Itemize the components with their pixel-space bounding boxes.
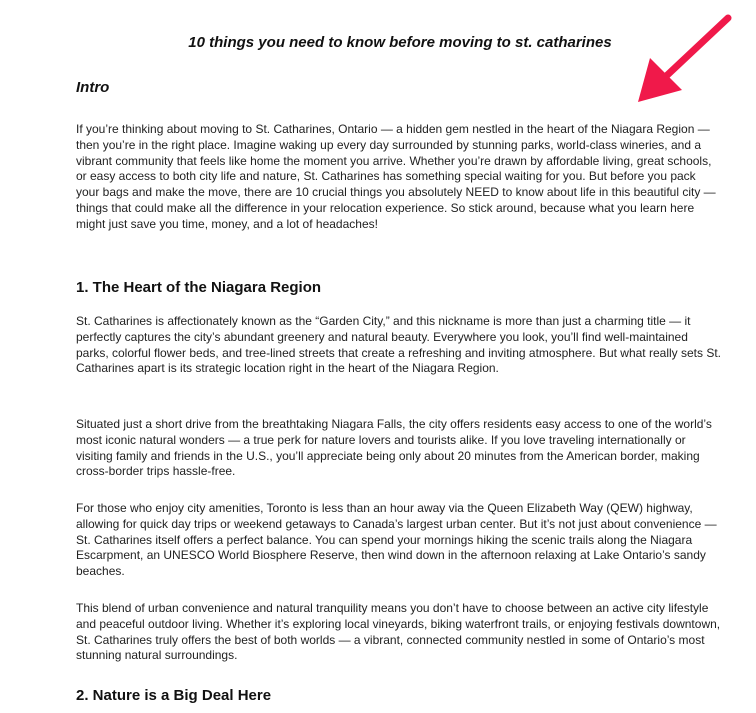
intro-paragraph: If you’re thinking about moving to St. Catharines, Ontario — a hidden gem nestled in the heart of the Niagara Region — then you’re in the right place. Imagine waking up every day surrounded by stunning parks, world-class wineries, and a vibrant community that feels like home the moment you arrive. Whether you’re drawn by affordable living, great schools, or easy access to both city life and nature, St. Catharines has something special waiting for you. But before you pack your bags and make the move, there are 10 crucial things you absolutely NEED to know about life in this beautiful city — things that could make all the difference in your relocation experience. So stick around, because what you learn here might just save you time, money, and a lot of headaches!	[76, 122, 716, 231]
section1-paragraph-3: For those who enjoy city amenities, Toronto is less than an hour away via the Queen Elizabeth Way (QEW) highway, allowing for quick day trips or weekend getaways to Canada’s largest urban center. But it’s not just about convenience — St. Catharines itself offers a perfect balance. You can spend your mornings hiking the scenic trails along the Niagara Escarpment, an UNESCO World Biosphere Reserve, then wind down in the afternoon relaxing at Lake Ontario’s sandy beaches.	[76, 501, 717, 579]
section-heading-1: 1. The Heart of the Niagara Region	[76, 279, 322, 296]
document-title: 10 things you need to know before moving to st. catharines	[188, 34, 612, 51]
section-heading-2: 2. Nature is a Big Deal Here	[76, 687, 272, 704]
section1-paragraph-1: St. Catharines is affectionately known as the “Garden City,” and this nickname is more than just a charming title — it perfectly captures the city’s abundant greenery and natural beauty. Everywhere you look, you’ll find well-maintained parks, colorful flower beds, and tree-lined streets that create a refreshing and inviting atmosphere. But what really sets St. Catharines apart is its strategic location right in the heart of the Niagara Region.	[76, 314, 721, 376]
intro-heading: Intro	[76, 79, 110, 96]
pointer-arrow-icon	[632, 8, 742, 106]
section1-paragraph-4: This blend of urban convenience and natural tranquility means you don’t have to choose between an active city lifestyle and peaceful outdoor living. Whether it’s exploring local vineyards, biking waterfront trails, or enjoying festivals downtown, St. Catharines truly offers the best of both worlds — a vibrant, connected community nestled in some of Ontario’s most stunning natural surroundings.	[76, 601, 721, 663]
section1-paragraph-2: Situated just a short drive from the breathtaking Niagara Falls, the city offers residents easy access to one of the world’s most iconic natural wonders — a true perk for nature lovers and tourists alike. If you love traveling internationally or visiting family and friends in the U.S., you’ll appreciate being only about 20 minutes from the American border, making cross-border trips hassle-free.	[76, 417, 712, 479]
